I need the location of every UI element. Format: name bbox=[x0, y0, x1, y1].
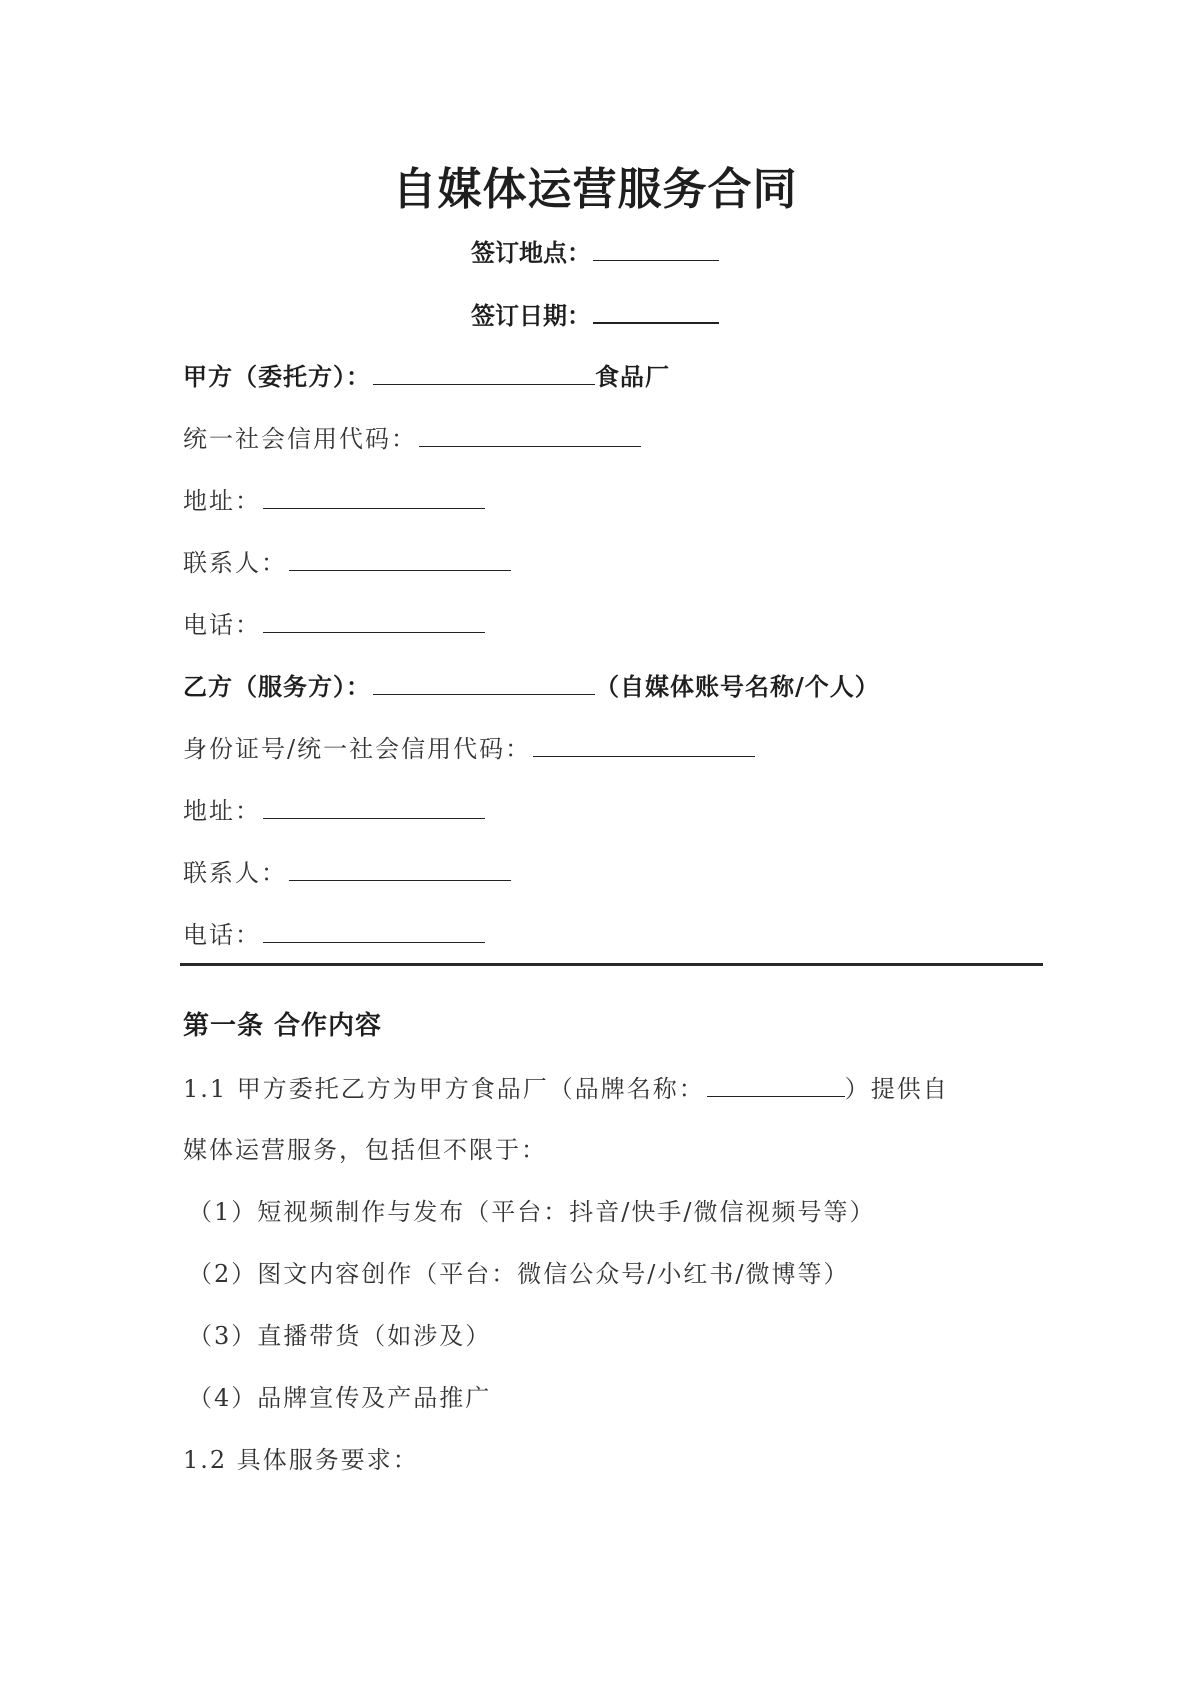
party-a-address-blank bbox=[263, 482, 485, 509]
party-a-contact-row bbox=[183, 544, 511, 581]
sign-date-row bbox=[0, 296, 1190, 334]
party-b-contact-label: 联系人： bbox=[183, 859, 287, 887]
sign-date-label: 签订日期： bbox=[471, 301, 591, 330]
list-item: （3）直播带货（如涉及） bbox=[188, 1322, 492, 1350]
sign-date-blank bbox=[593, 296, 719, 324]
party-a-credit-blank bbox=[419, 420, 641, 447]
party-a-credit-row bbox=[183, 420, 641, 457]
party-a-credit-label: 统一社会信用代码： bbox=[183, 425, 417, 453]
party-b-id-row bbox=[183, 730, 755, 767]
party-b-contact-blank bbox=[289, 854, 511, 881]
sign-place-label: 签订地点： bbox=[471, 238, 591, 267]
party-b-contact-row bbox=[183, 854, 511, 891]
sign-place-row bbox=[0, 234, 1190, 271]
party-a-contact-blank bbox=[289, 544, 511, 571]
document-title: 自媒体运营服务合同 bbox=[392, 164, 798, 215]
clause-1-2: 1.2 具体服务要求： bbox=[183, 1446, 419, 1474]
party-b-name-blank bbox=[373, 668, 595, 695]
party-b-suffix: （自媒体账号名称/个人） bbox=[595, 672, 880, 701]
clause-1-1-row bbox=[183, 1070, 949, 1107]
clause-1-1-text-a: 1.1 甲方委托乙方为甲方食品厂（品牌名称： bbox=[183, 1075, 705, 1103]
clause-1-1-continued: 媒体运营服务，包括但不限于： bbox=[183, 1136, 547, 1164]
party-b-label: 乙方（服务方）： bbox=[183, 672, 371, 701]
list-item: （4）品牌宣传及产品推广 bbox=[188, 1384, 492, 1412]
list-item: （1）短视频制作与发布（平台：抖音/快手/微信视频号等） bbox=[188, 1198, 876, 1226]
brand-name-blank bbox=[707, 1070, 845, 1097]
section-divider bbox=[180, 963, 1043, 966]
party-b-address-label: 地址： bbox=[183, 797, 261, 825]
article-1-heading: 第一条 合作内容 bbox=[183, 1011, 383, 1041]
clause-1-1-text-b: ）提供自 bbox=[844, 1075, 949, 1103]
party-a-phone-label: 电话： bbox=[183, 611, 261, 639]
party-b-phone-row bbox=[183, 916, 485, 953]
party-b-address-row bbox=[183, 792, 485, 829]
party-a-phone-blank bbox=[263, 606, 485, 633]
party-b-id-label: 身份证号/统一社会信用代码： bbox=[183, 735, 532, 763]
party-a-address-label: 地址： bbox=[183, 487, 261, 515]
party-a-label: 甲方（委托方）： bbox=[183, 362, 371, 391]
party-b-address-blank bbox=[263, 792, 485, 819]
party-b-phone-label: 电话： bbox=[183, 921, 261, 949]
party-b-id-blank bbox=[533, 730, 755, 757]
party-a-name-blank bbox=[373, 358, 595, 385]
party-a-phone-row bbox=[183, 606, 485, 643]
list-item: （2）图文内容创作（平台：微信公众号/小红书/微博等） bbox=[188, 1260, 850, 1288]
sign-place-blank bbox=[593, 234, 719, 261]
party-a-row bbox=[183, 358, 670, 395]
party-a-address-row bbox=[183, 482, 485, 519]
party-a-contact-label: 联系人： bbox=[183, 549, 287, 577]
party-b-phone-blank bbox=[263, 916, 485, 943]
party-b-row bbox=[183, 668, 880, 705]
party-a-suffix: 食品厂 bbox=[595, 362, 670, 391]
